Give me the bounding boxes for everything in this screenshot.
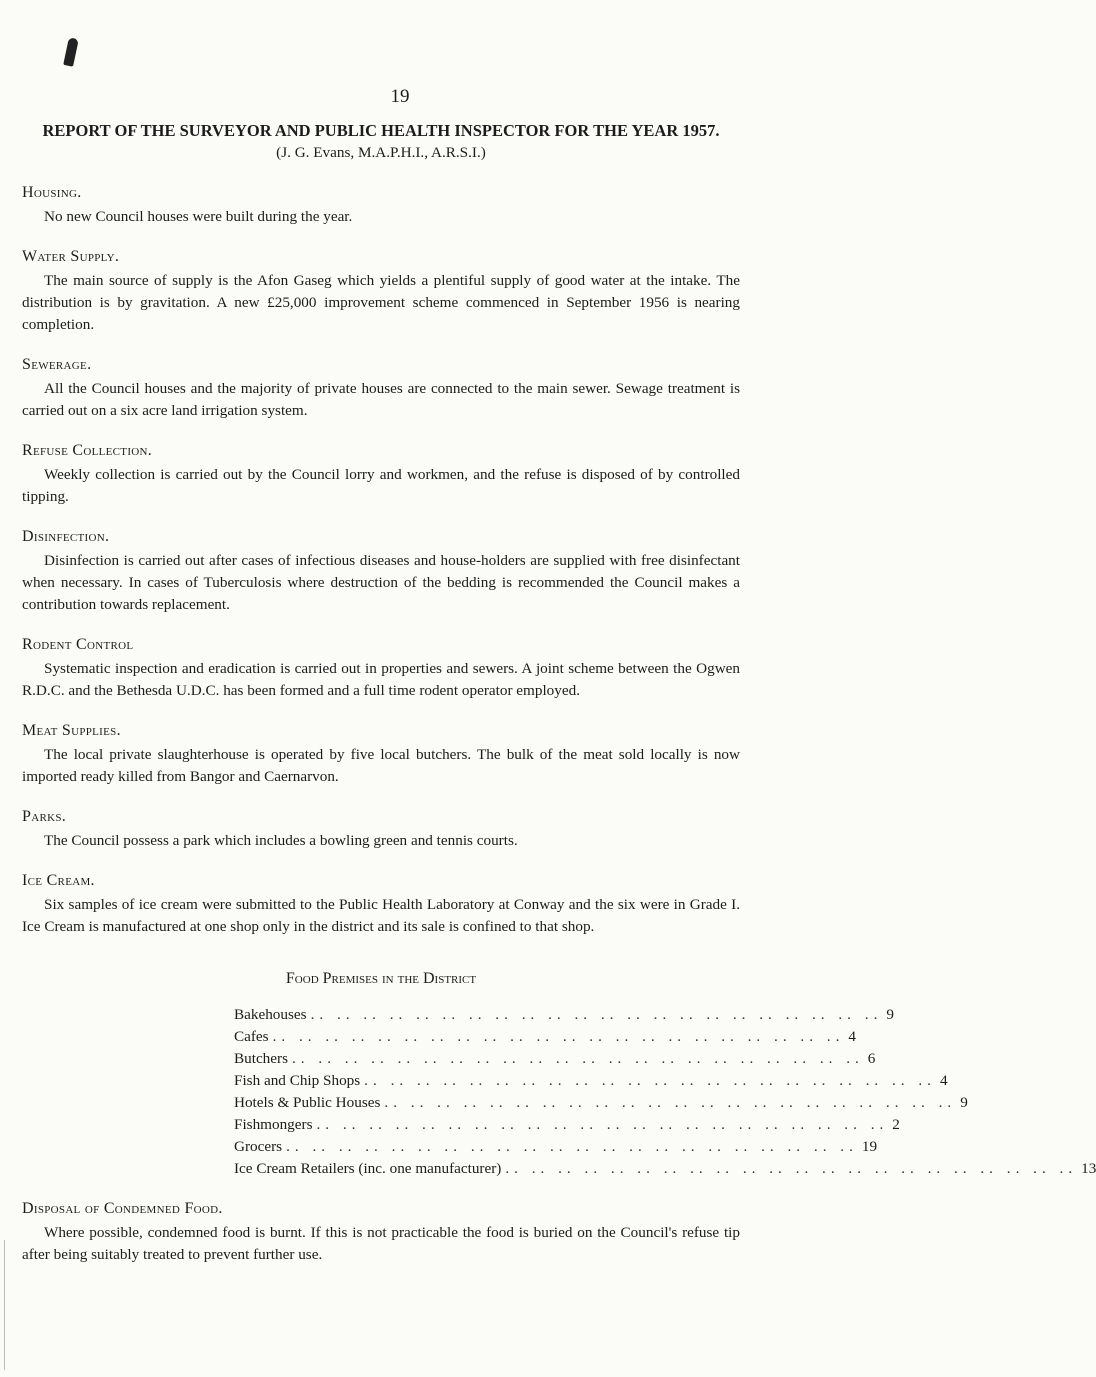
premises-row	[234, 1114, 900, 1136]
section-heading: Disposal of Condemned Food.	[22, 1200, 223, 1217]
premises-count: 9	[886, 1006, 894, 1023]
premises-row	[234, 1092, 968, 1114]
premises-count: 9	[960, 1094, 968, 1111]
premises-count: 4	[848, 1028, 856, 1045]
section	[22, 720, 740, 788]
premises-name: Hotels & Public Houses	[234, 1094, 381, 1111]
premises-count: 19	[861, 1138, 878, 1155]
section-text: Systematic inspection and eradication is carried out in properties and sewers. A joint scheme between the Ogwen R.D.C. and the Bethesda U.D.C. has been formed and a full time rodent operator employed.	[22, 660, 740, 699]
food-premises-table	[234, 1004, 1096, 1180]
section-heading: Ice Cream.	[22, 872, 95, 889]
premises-row	[234, 1158, 1096, 1180]
section	[22, 182, 740, 228]
section-text: Where possible, condemned food is burnt. If this is not practicable the food is buried on the Council's refuse tip after being suitably treated to prevent further use.	[22, 1224, 740, 1263]
premises-name: Ice Cream Retailers (inc. one manufacturer)	[234, 1160, 502, 1177]
report-author: (J. G. Evans, M.A.P.H.I., A.R.S.I.)	[276, 144, 486, 161]
dot-leader: .. .. .. .. .. .. .. .. .. .. .. .. .. .. .. .. .. .. .. .. .. ..	[364, 1072, 936, 1089]
premises-row	[234, 1136, 878, 1158]
premises-row	[234, 1004, 894, 1026]
section-text: Weekly collection is carried out by the Council lorry and workmen, and the refuse is disposed of by controlled tipping.	[22, 466, 740, 505]
premises-name: Grocers	[234, 1138, 283, 1155]
section	[22, 806, 740, 852]
premises-name: Bakehouses	[234, 1006, 307, 1023]
report-body	[22, 120, 1096, 1266]
premises-name: Butchers	[234, 1050, 288, 1067]
section-heading: Housing.	[22, 184, 82, 201]
section	[22, 354, 740, 422]
premises-row	[234, 1070, 948, 1092]
premises-row	[234, 1048, 876, 1070]
section-heading: Parks.	[22, 808, 67, 825]
section-text: All the Council houses and the majority of private houses are connected to the main sewer. Sewage treatment is carried out on a six acre land irrigation system.	[22, 380, 740, 419]
section-text: The main source of supply is the Afon Gaseg which yields a plentiful supply of good water at the intake. The distribution is by gravitation. A new £25,000 improvement scheme commenced in September 1956 is nearing completion.	[22, 272, 740, 333]
section-heading: Sewerage.	[22, 356, 92, 373]
report-sections	[22, 182, 740, 938]
premises-row	[234, 1026, 856, 1048]
section	[22, 870, 740, 938]
section-heading: Rodent Control	[22, 636, 134, 653]
section-heading: Meat Supplies.	[22, 722, 121, 739]
section-text: No new Council houses were built during the year.	[44, 208, 353, 225]
dot-leader: .. .. .. .. .. .. .. .. .. .. .. .. .. .. .. .. .. .. .. .. .. ..	[384, 1094, 957, 1111]
report-title: REPORT OF THE SURVEYOR AND PUBLIC HEALTH INSPECTOR FOR THE YEAR 1957.	[42, 121, 720, 140]
premises-name: Fishmongers	[234, 1116, 313, 1133]
premises-count: 4	[939, 1072, 948, 1089]
premises-name: Fish and Chip Shops	[234, 1072, 361, 1089]
section-disposal	[22, 1198, 740, 1266]
section-text: Disinfection is carried out after cases of infectious diseases and house-holders are supplied with free disinfectant when necessary. In cases of Tuberculosis where destruction of the bedding is recommended the Council makes a contribution towards replacement.	[22, 552, 740, 613]
dot-leader: .. .. .. .. .. .. .. .. .. .. .. .. .. .. .. .. .. .. .. .. .. ..	[505, 1160, 1078, 1177]
section	[22, 440, 740, 508]
page-edge-line	[4, 1240, 5, 1370]
ink-mark	[63, 37, 79, 66]
dot-leader: .. .. .. .. .. .. .. .. .. .. .. .. .. .. .. .. .. .. .. .. .. ..	[272, 1028, 845, 1045]
food-premises-title: Food Premises in the District	[285, 970, 477, 987]
section-text: Six samples of ice cream were submitted to the Public Health Laboratory at Conway and the six were in Grade I. Ice Cream is manufactured at one shop only in the district and its sale is confined to that shop.	[22, 896, 740, 935]
premises-name: Cafes	[234, 1028, 269, 1045]
dot-leader: .. .. .. .. .. .. .. .. .. .. .. .. .. .. .. .. .. .. .. .. .. ..	[316, 1116, 889, 1133]
section-text: The Council possess a park which includes a bowling green and tennis courts.	[44, 832, 518, 849]
section-text: The local private slaughterhouse is operated by five local butchers. The bulk of the meat sold locally is now imported ready killed from Bangor and Caernarvon.	[22, 746, 740, 785]
section	[22, 246, 740, 336]
section-heading: Water Supply.	[22, 248, 120, 265]
dot-leader: .. .. .. .. .. .. .. .. .. .. .. .. .. .. .. .. .. .. .. .. .. ..	[286, 1138, 858, 1155]
premises-count: 13	[1081, 1160, 1096, 1177]
dot-leader: .. .. .. .. .. .. .. .. .. .. .. .. .. .. .. .. .. .. .. .. .. ..	[292, 1050, 864, 1067]
section-heading: Disinfection.	[22, 528, 110, 545]
premises-count: 6	[867, 1050, 876, 1067]
section	[22, 634, 740, 702]
dot-leader: .. .. .. .. .. .. .. .. .. .. .. .. .. .. .. .. .. .. .. .. .. ..	[310, 1006, 883, 1023]
premises-count: 2	[892, 1116, 900, 1133]
page-number: 19	[390, 86, 410, 107]
section	[22, 526, 740, 616]
section-heading: Refuse Collection.	[22, 442, 153, 459]
